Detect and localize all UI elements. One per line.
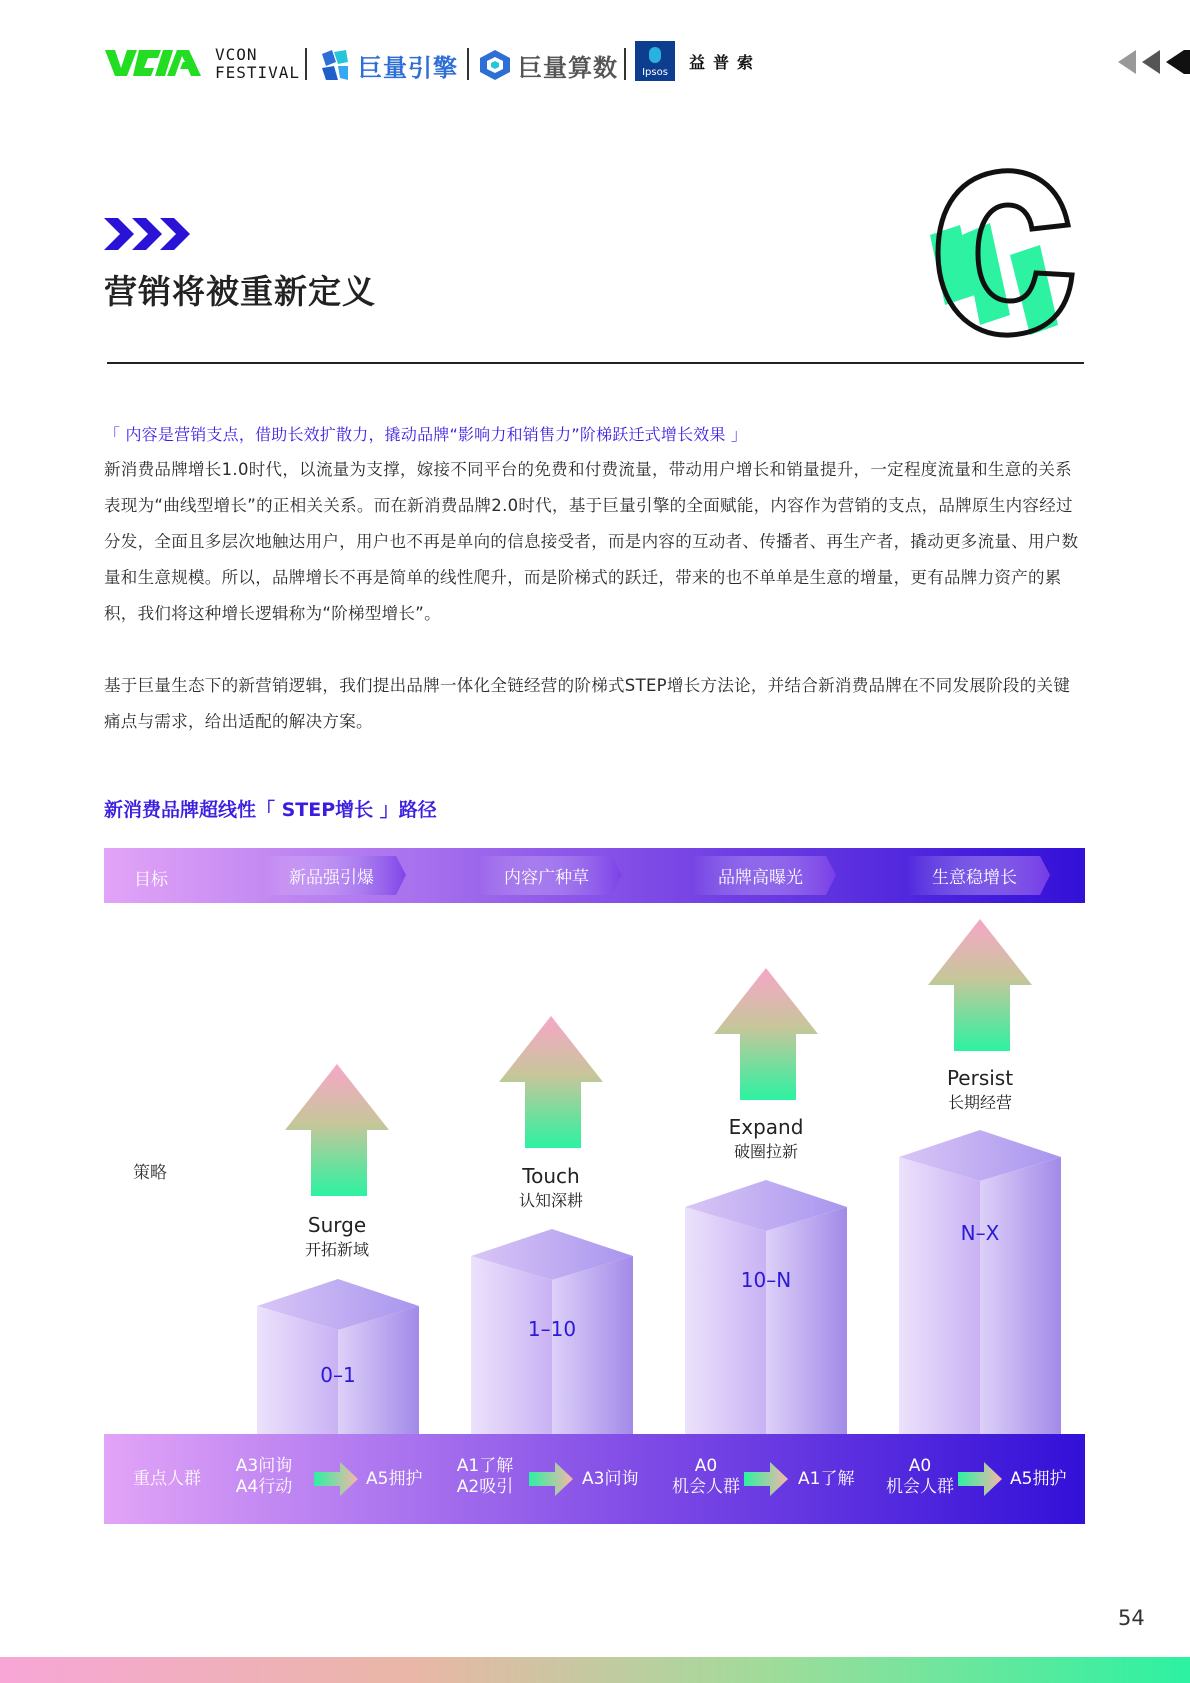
audience-label: 重点人群 — [133, 1469, 201, 1489]
audience-from — [229, 1456, 299, 1498]
stage-touch — [471, 1016, 633, 1437]
stage-persist-cn: 长期经营 — [947, 1093, 1012, 1112]
goal-label: 目标 — [134, 870, 168, 890]
stage-expand-cn: 破圈拉新 — [733, 1142, 798, 1161]
pillar-number: 10–N — [740, 1268, 792, 1292]
goal-persist: 生意稳增长 — [932, 868, 1017, 888]
footer-gradient-bar — [0, 1657, 1190, 1683]
ipsos-logo-text: Ipsos — [642, 67, 668, 78]
growth-arrow-icon — [285, 1064, 389, 1196]
stage-touch-cn: 认知深耕 — [518, 1191, 583, 1210]
goal-touch: 内容广种草 — [504, 868, 589, 888]
pillar-left — [685, 1207, 766, 1437]
audience-from — [455, 1456, 515, 1498]
pillar-number: 0–1 — [320, 1363, 356, 1387]
audience-from-line2: A4行动 — [235, 1477, 293, 1497]
pillar-right — [980, 1157, 1061, 1437]
pillar-right — [766, 1207, 847, 1437]
stage-persist-en: Persist — [946, 1066, 1014, 1090]
arrow-right-icon — [314, 1462, 360, 1496]
audience-from — [880, 1456, 960, 1498]
stage-persist — [899, 919, 1061, 1437]
pillar-number: N–X — [960, 1221, 1000, 1245]
stage-surge-en: Surge — [307, 1213, 367, 1237]
stage-surge-cn: 开拓新域 — [304, 1240, 369, 1259]
audience-to: A3问询 — [582, 1469, 639, 1489]
audience-from-line1: A3问询 — [235, 1456, 293, 1476]
key-quote: 「 内容是营销支点，借助长效扩散力，撬动品牌“影响力和销售力”阶梯跃迁式增长效果 」 — [104, 425, 748, 444]
ipsos-cn-text: 益普索 — [689, 52, 762, 72]
audience-from-line1: A1了解 — [456, 1456, 514, 1476]
audience-from-line1: A0 — [694, 1456, 718, 1476]
stage-expand — [685, 968, 847, 1437]
goal-surge: 新品强引爆 — [289, 868, 374, 888]
audience-from-line2: A2吸引 — [456, 1477, 514, 1497]
growth-arrow-icon — [714, 968, 818, 1100]
brand1-text: 巨量引擎 — [358, 53, 458, 82]
stage-expand-en: Expand — [728, 1115, 804, 1139]
page-number: 54 — [1118, 1606, 1145, 1630]
strategy-label: 策略 — [133, 1163, 167, 1183]
audience-band — [104, 1434, 1085, 1524]
growth-arrow-icon — [928, 919, 1032, 1051]
audience-to: A5拥护 — [366, 1469, 423, 1489]
stage-touch-en: Touch — [522, 1164, 580, 1188]
diagram-title: 新消费品牌超线性「 STEP增长 」路径 — [104, 799, 437, 821]
audience-from-line2: 机会人群 — [672, 1477, 740, 1497]
pillar-right — [552, 1256, 633, 1437]
vcon-line2: FESTIVAL — [215, 63, 301, 82]
paragraph-2: 基于巨量生态下的新营销逻辑，我们提出品牌一体化全链经营的阶梯式STEP增长方法论，并结合新消费品牌在不同发展阶段的关键痛点与需求，给出适配的解决方案。 — [104, 676, 1071, 731]
brand2-text: 巨量算数 — [518, 53, 618, 82]
audience-from — [666, 1456, 746, 1498]
vcon-line1: VCON — [215, 45, 258, 64]
growth-arrow-icon — [499, 1016, 603, 1148]
page-title: 营销将被重新定义 — [104, 272, 376, 311]
pillar-left — [471, 1256, 552, 1437]
audience-from-line2: 机会人群 — [886, 1477, 954, 1497]
pillar-left — [899, 1157, 980, 1437]
audience-to: A5拥护 — [1010, 1469, 1067, 1489]
audience-to: A1了解 — [798, 1469, 855, 1489]
arrow-right-icon — [744, 1462, 790, 1496]
arrow-right-icon — [529, 1462, 575, 1496]
arrow-right-icon — [958, 1462, 1004, 1496]
goal-expand: 品牌高曝光 — [718, 868, 803, 888]
audience-from-line1: A0 — [908, 1456, 932, 1476]
paragraph-1: 新消费品牌增长1.0时代，以流量为支撑，嫁接不同平台的免费和付费流量，带动用户增长和销量提升，一定程度流量和生意的关系表现为“曲线型增长”的正相关关系。而在新消费品牌2.0时代，基于巨量引擎的全面赋能，内容作为营销的支点，品牌原生内容经过分发，全面且多层次地触达用户，用户也不再是单向的信息接受者，而是内容的互动者、传播者、再生产者，撬动更多流量、用户数量和生意规模。所以，品牌增长不再是简单的线性爬升，而是阶梯式的跃迁，带来的也不单单是生意的增量，更有品牌力资产的累积，我们将这种增长逻辑称为“阶梯型增长”。 — [104, 460, 1079, 623]
pillar-number: 1–10 — [527, 1317, 577, 1341]
